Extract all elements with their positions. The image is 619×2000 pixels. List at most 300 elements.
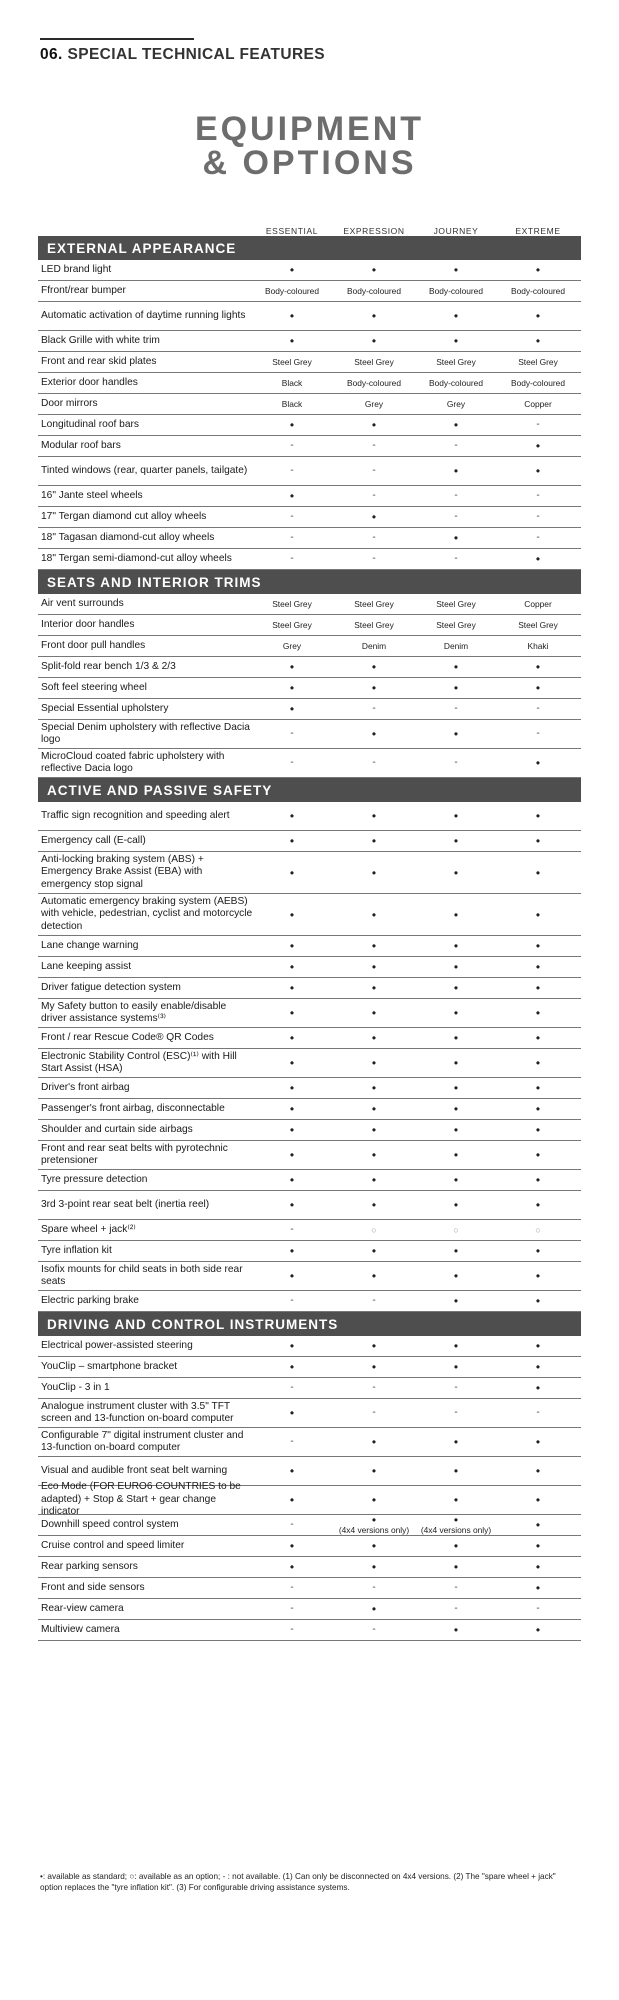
availability-cell bbox=[250, 394, 334, 414]
availability-cell bbox=[250, 1620, 334, 1640]
availability-cell bbox=[332, 1241, 416, 1261]
standard-dot-icon: • bbox=[371, 263, 377, 277]
not-available-dash: - bbox=[372, 490, 376, 501]
feature-label: 18" Tagasan diamond-cut alloy wheels bbox=[41, 531, 215, 543]
standard-dot-icon: • bbox=[289, 1560, 295, 1574]
availability-cell bbox=[250, 852, 334, 893]
standard-dot-icon: • bbox=[289, 1360, 295, 1374]
cell-text: Grey bbox=[446, 399, 466, 409]
table-row bbox=[38, 1262, 581, 1291]
availability-cell bbox=[250, 373, 334, 393]
table-row bbox=[38, 749, 581, 778]
availability-cell bbox=[496, 1241, 580, 1261]
availability-cell bbox=[414, 1515, 498, 1535]
availability-cell bbox=[250, 1291, 334, 1311]
availability-cell bbox=[250, 749, 334, 777]
availability-cell bbox=[250, 699, 334, 719]
standard-dot-icon: • bbox=[535, 334, 541, 348]
standard-dot-icon: • bbox=[535, 981, 541, 995]
availability-cell bbox=[496, 1049, 580, 1077]
standard-dot-icon: • bbox=[453, 681, 459, 695]
cell-text: (4x4 versions only) bbox=[420, 1525, 492, 1535]
not-available-dash: - bbox=[536, 728, 540, 739]
availability-cell bbox=[414, 1170, 498, 1190]
availability-cell bbox=[414, 1120, 498, 1140]
table-row bbox=[38, 457, 581, 486]
table-row bbox=[38, 1378, 581, 1399]
availability-cell bbox=[250, 260, 334, 280]
availability-cell bbox=[250, 1120, 334, 1140]
header-rule bbox=[40, 38, 194, 40]
chapter-number: 06. bbox=[40, 46, 63, 63]
equipment-table bbox=[38, 236, 581, 1641]
standard-dot-icon: • bbox=[535, 1518, 541, 1532]
availability-cell bbox=[414, 1428, 498, 1456]
standard-dot-icon: • bbox=[289, 1406, 295, 1420]
feature-label: Electrical power-assisted steering bbox=[41, 1339, 193, 1351]
standard-dot-icon: • bbox=[289, 1173, 295, 1187]
availability-cell bbox=[250, 1078, 334, 1098]
availability-cell bbox=[414, 1241, 498, 1261]
standard-dot-icon: • bbox=[535, 1244, 541, 1258]
table-row bbox=[38, 1291, 581, 1312]
availability-cell bbox=[250, 957, 334, 977]
availability-cell bbox=[496, 281, 580, 301]
standard-dot-icon: • bbox=[535, 1198, 541, 1212]
availability-cell bbox=[332, 852, 416, 893]
cell-text: Body-coloured bbox=[428, 378, 483, 388]
standard-dot-icon: • bbox=[371, 1435, 377, 1449]
availability-cell bbox=[414, 657, 498, 677]
cell-text: Copper bbox=[524, 599, 552, 609]
feature-label: Special Denim upholstery with reflective Dacia logo bbox=[41, 721, 250, 745]
standard-dot-icon: • bbox=[453, 1464, 459, 1478]
availability-cell bbox=[414, 528, 498, 548]
availability-cell bbox=[496, 957, 580, 977]
standard-dot-icon: • bbox=[289, 1464, 295, 1478]
table-row bbox=[38, 636, 581, 657]
standard-dot-icon: • bbox=[289, 1539, 295, 1553]
availability-cell bbox=[496, 1557, 580, 1577]
cell-text: Steel Grey bbox=[436, 620, 476, 630]
option-circle-icon: ○ bbox=[535, 1225, 541, 1235]
cell-text: (4x4 versions only) bbox=[338, 1525, 410, 1535]
standard-dot-icon: • bbox=[535, 1623, 541, 1637]
standard-dot-icon: • bbox=[289, 981, 295, 995]
availability-cell bbox=[496, 1536, 580, 1556]
standard-dot-icon: • bbox=[535, 1269, 541, 1283]
table-row bbox=[38, 436, 581, 457]
availability-cell bbox=[414, 978, 498, 998]
cell-text: Steel Grey bbox=[272, 357, 312, 367]
not-available-dash: - bbox=[372, 532, 376, 543]
not-available-dash: - bbox=[454, 757, 458, 768]
availability-cell bbox=[414, 720, 498, 748]
not-available-dash: - bbox=[536, 490, 540, 501]
feature-label: Front and rear skid plates bbox=[41, 355, 157, 367]
feature-label: Air vent surrounds bbox=[41, 597, 124, 609]
standard-dot-icon: • bbox=[453, 1560, 459, 1574]
not-available-dash: - bbox=[290, 1603, 294, 1614]
availability-cell bbox=[496, 1291, 580, 1311]
standard-dot-icon: • bbox=[535, 939, 541, 953]
availability-cell bbox=[250, 1262, 334, 1290]
standard-dot-icon: • bbox=[371, 865, 377, 880]
availability-cell bbox=[250, 1336, 334, 1356]
standard-dot-icon: • bbox=[453, 1173, 459, 1187]
table-row bbox=[38, 678, 581, 699]
table-row bbox=[38, 331, 581, 352]
availability-cell bbox=[250, 507, 334, 527]
availability-cell bbox=[250, 1028, 334, 1048]
footnote: •: available as standard; ○: available as an option; - : not available. (1) Can only be disconnected on 4x4 versions. (2) The "spare wheel + jack" option replaces the "tyre inflation kit". (3) For configurable driving assistance systems. bbox=[40, 1872, 556, 1892]
availability-cell bbox=[332, 486, 416, 506]
availability-cell bbox=[414, 1028, 498, 1048]
table-row bbox=[38, 373, 581, 394]
standard-dot-icon: • bbox=[453, 1623, 459, 1637]
availability-cell bbox=[414, 1099, 498, 1119]
standard-dot-icon: • bbox=[289, 1269, 295, 1283]
availability-cell bbox=[332, 1620, 416, 1640]
feature-label: Interior door handles bbox=[41, 618, 135, 630]
standard-dot-icon: • bbox=[535, 865, 541, 880]
availability-cell bbox=[414, 852, 498, 893]
cell-text: Body-coloured bbox=[510, 286, 565, 296]
standard-dot-icon: • bbox=[535, 1435, 541, 1449]
standard-dot-icon: • bbox=[289, 1056, 295, 1070]
standard-dot-icon: • bbox=[371, 1081, 377, 1095]
availability-cell bbox=[414, 549, 498, 569]
table-row bbox=[38, 720, 581, 749]
availability-cell bbox=[496, 394, 580, 414]
cell-text: Body-coloured bbox=[428, 286, 483, 296]
standard-dot-icon: • bbox=[453, 809, 459, 823]
table-row bbox=[38, 415, 581, 436]
standard-dot-icon: • bbox=[535, 1056, 541, 1070]
feature-label: Spare wheel + jack⁽²⁾ bbox=[41, 1223, 136, 1235]
availability-cell bbox=[250, 720, 334, 748]
feature-label: Rear-view camera bbox=[41, 1602, 124, 1614]
availability-cell bbox=[332, 1486, 416, 1514]
standard-dot-icon: • bbox=[535, 1031, 541, 1045]
availability-cell bbox=[332, 1536, 416, 1556]
availability-cell bbox=[332, 1170, 416, 1190]
availability-cell bbox=[332, 1357, 416, 1377]
standard-dot-icon: • bbox=[371, 834, 377, 848]
standard-dot-icon: • bbox=[535, 464, 541, 478]
availability-cell bbox=[250, 1220, 334, 1240]
cell-text: Khaki bbox=[527, 641, 549, 651]
availability-cell bbox=[250, 1486, 334, 1514]
availability-cell bbox=[496, 657, 580, 677]
feature-label: YouClip – smartphone bracket bbox=[41, 1360, 178, 1372]
cell-text: Body-coloured bbox=[346, 286, 401, 296]
standard-dot-icon: • bbox=[535, 1339, 541, 1353]
availability-cell bbox=[250, 1399, 334, 1427]
availability-cell bbox=[496, 749, 580, 777]
standard-dot-icon: • bbox=[453, 418, 459, 432]
cell-text: Steel Grey bbox=[272, 599, 312, 609]
availability-cell bbox=[332, 549, 416, 569]
availability-cell bbox=[332, 636, 416, 656]
feature-label: Electronic Stability Control (ESC)⁽¹⁾ with Hill Start Assist (HSA) bbox=[41, 1050, 237, 1074]
availability-cell bbox=[496, 1357, 580, 1377]
feature-label: YouClip - 3 in 1 bbox=[41, 1381, 110, 1393]
availability-cell bbox=[332, 749, 416, 777]
standard-dot-icon: • bbox=[535, 1581, 541, 1595]
not-available-dash: - bbox=[290, 1295, 294, 1306]
cell-text: Steel Grey bbox=[436, 599, 476, 609]
standard-dot-icon: • bbox=[289, 834, 295, 848]
availability-cell bbox=[414, 1262, 498, 1290]
availability-cell bbox=[250, 1049, 334, 1077]
standard-dot-icon: • bbox=[453, 1102, 459, 1116]
standard-dot-icon: • bbox=[371, 1360, 377, 1374]
availability-cell bbox=[414, 281, 498, 301]
feature-label: Passenger's front airbag, disconnectable bbox=[41, 1102, 225, 1114]
cell-text: Steel Grey bbox=[518, 357, 558, 367]
table-row bbox=[38, 1515, 581, 1536]
standard-dot-icon: • bbox=[453, 981, 459, 995]
column-header-essential: ESSENTIAL bbox=[265, 226, 319, 236]
section-header: DRIVING AND CONTROL INSTRUMENTS bbox=[38, 1312, 581, 1336]
table-row bbox=[38, 1049, 581, 1078]
feature-label: Traffic sign recognition and speeding alert bbox=[41, 809, 230, 821]
standard-dot-icon: • bbox=[453, 939, 459, 953]
availability-cell bbox=[332, 352, 416, 372]
standard-dot-icon: • bbox=[453, 263, 459, 277]
table-row bbox=[38, 1428, 581, 1457]
cell-text: • bbox=[371, 1513, 377, 1527]
standard-dot-icon: • bbox=[453, 1081, 459, 1095]
standard-dot-icon: • bbox=[453, 1294, 459, 1308]
standard-dot-icon: • bbox=[453, 464, 459, 478]
availability-cell bbox=[332, 1049, 416, 1077]
not-available-dash: - bbox=[290, 532, 294, 543]
not-available-dash: - bbox=[290, 440, 294, 451]
availability-cell bbox=[496, 1515, 580, 1535]
availability-cell bbox=[250, 1515, 334, 1535]
feature-label: Cruise control and speed limiter bbox=[41, 1539, 185, 1551]
availability-cell bbox=[496, 1578, 580, 1598]
table-row bbox=[38, 507, 581, 528]
standard-dot-icon: • bbox=[535, 1560, 541, 1574]
standard-dot-icon: • bbox=[453, 1031, 459, 1045]
availability-cell bbox=[250, 1170, 334, 1190]
availability-cell bbox=[414, 436, 498, 456]
availability-cell bbox=[332, 1191, 416, 1219]
availability-cell bbox=[414, 1220, 498, 1240]
standard-dot-icon: • bbox=[453, 1360, 459, 1374]
feature-label: Emergency call (E-call) bbox=[41, 834, 146, 846]
table-row bbox=[38, 594, 581, 615]
availability-cell bbox=[414, 1536, 498, 1556]
availability-cell bbox=[496, 549, 580, 569]
feature-label: Tyre inflation kit bbox=[41, 1244, 112, 1256]
not-available-dash: - bbox=[372, 553, 376, 564]
availability-cell bbox=[414, 1557, 498, 1577]
availability-cell bbox=[250, 436, 334, 456]
table-row bbox=[38, 657, 581, 678]
availability-cell bbox=[250, 1428, 334, 1456]
availability-cell bbox=[414, 352, 498, 372]
table-row bbox=[38, 1557, 581, 1578]
availability-cell bbox=[496, 302, 580, 330]
availability-cell bbox=[414, 394, 498, 414]
availability-cell bbox=[250, 415, 334, 435]
availability-cell bbox=[496, 373, 580, 393]
availability-cell bbox=[496, 1191, 580, 1219]
not-available-dash: - bbox=[454, 490, 458, 501]
feature-label: Modular roof bars bbox=[41, 439, 121, 451]
availability-cell bbox=[332, 957, 416, 977]
availability-cell bbox=[496, 636, 580, 656]
standard-dot-icon: • bbox=[535, 809, 541, 823]
availability-cell bbox=[250, 615, 334, 635]
standard-dot-icon: • bbox=[453, 960, 459, 974]
availability-cell bbox=[414, 894, 498, 935]
standard-dot-icon: • bbox=[453, 865, 459, 880]
availability-cell bbox=[496, 894, 580, 935]
standard-dot-icon: • bbox=[453, 1006, 459, 1020]
availability-cell bbox=[332, 1028, 416, 1048]
standard-dot-icon: • bbox=[535, 834, 541, 848]
availability-cell bbox=[414, 1078, 498, 1098]
table-row bbox=[38, 699, 581, 720]
availability-cell bbox=[496, 507, 580, 527]
feature-label: Door mirrors bbox=[41, 397, 98, 409]
availability-cell bbox=[332, 281, 416, 301]
standard-dot-icon: • bbox=[453, 1123, 459, 1137]
feature-label: Lane change warning bbox=[41, 939, 139, 951]
availability-cell bbox=[332, 1457, 416, 1485]
not-available-dash: - bbox=[290, 1519, 294, 1530]
feature-label: Black Grille with white trim bbox=[41, 334, 160, 346]
not-available-dash: - bbox=[536, 419, 540, 430]
table-row bbox=[38, 1399, 581, 1428]
standard-dot-icon: • bbox=[289, 263, 295, 277]
standard-dot-icon: • bbox=[453, 531, 459, 545]
feature-label: Isofix mounts for child seats in both side rear seats bbox=[41, 1263, 243, 1287]
availability-cell bbox=[250, 657, 334, 677]
not-available-dash: - bbox=[536, 511, 540, 522]
page-title-line1: EQUIPMENT bbox=[194, 110, 425, 148]
standard-dot-icon: • bbox=[535, 660, 541, 674]
availability-cell bbox=[496, 1078, 580, 1098]
standard-dot-icon: • bbox=[371, 981, 377, 995]
availability-cell bbox=[250, 1241, 334, 1261]
not-available-dash: - bbox=[290, 1582, 294, 1593]
table-row bbox=[38, 615, 581, 636]
availability-cell bbox=[250, 594, 334, 614]
table-row bbox=[38, 1481, 581, 1518]
standard-dot-icon: • bbox=[371, 660, 377, 674]
availability-cell bbox=[250, 978, 334, 998]
availability-cell bbox=[250, 894, 334, 935]
not-available-dash: - bbox=[454, 1603, 458, 1614]
standard-dot-icon: • bbox=[371, 418, 377, 432]
cell-text: Grey bbox=[282, 641, 302, 651]
availability-cell bbox=[496, 436, 580, 456]
standard-dot-icon: • bbox=[535, 1006, 541, 1020]
cell-text: Steel Grey bbox=[354, 620, 394, 630]
standard-dot-icon: • bbox=[371, 1602, 377, 1616]
standard-dot-icon: • bbox=[289, 334, 295, 348]
standard-dot-icon: • bbox=[453, 1539, 459, 1553]
standard-dot-icon: • bbox=[535, 1381, 541, 1395]
table-row bbox=[38, 528, 581, 549]
availability-cell bbox=[496, 1457, 580, 1485]
table-row bbox=[38, 1599, 581, 1620]
availability-cell bbox=[496, 1486, 580, 1514]
standard-dot-icon: • bbox=[371, 809, 377, 823]
standard-dot-icon: • bbox=[289, 681, 295, 695]
not-available-dash: - bbox=[536, 1407, 540, 1418]
feature-label: Eco Mode (FOR EURO6 COUNTRIES to be adapted) + Stop & Start + gear change indicator bbox=[41, 1481, 241, 1518]
availability-cell bbox=[496, 457, 580, 485]
availability-cell bbox=[496, 999, 580, 1027]
table-row bbox=[38, 302, 581, 331]
standard-dot-icon: • bbox=[453, 834, 459, 848]
table-row bbox=[38, 978, 581, 999]
availability-cell bbox=[332, 436, 416, 456]
not-available-dash: - bbox=[536, 703, 540, 714]
availability-cell bbox=[414, 1620, 498, 1640]
standard-dot-icon: • bbox=[371, 939, 377, 953]
availability-cell bbox=[496, 802, 580, 830]
feature-label: Downhill speed control system bbox=[41, 1518, 179, 1530]
availability-cell bbox=[414, 1291, 498, 1311]
table-row bbox=[38, 1578, 581, 1599]
table-row bbox=[38, 1620, 581, 1641]
standard-dot-icon: • bbox=[371, 727, 377, 741]
availability-cell bbox=[332, 1578, 416, 1598]
availability-cell bbox=[332, 1099, 416, 1119]
availability-cell bbox=[496, 978, 580, 998]
standard-dot-icon: • bbox=[535, 681, 541, 695]
feature-label: Split-fold rear bench 1/3 & 2/3 bbox=[41, 660, 176, 672]
feature-label: Front and side sensors bbox=[41, 1581, 145, 1593]
standard-dot-icon: • bbox=[371, 1244, 377, 1258]
feature-label: LED brand light bbox=[41, 263, 112, 275]
availability-cell bbox=[332, 1336, 416, 1356]
availability-cell bbox=[250, 486, 334, 506]
availability-cell bbox=[414, 999, 498, 1027]
table-row bbox=[38, 999, 581, 1028]
standard-dot-icon: • bbox=[371, 510, 377, 524]
standard-dot-icon: • bbox=[535, 1360, 541, 1374]
feature-label: MicroCloud coated fabric upholstery with reflective Dacia logo bbox=[41, 750, 225, 774]
standard-dot-icon: • bbox=[371, 1006, 377, 1020]
availability-cell bbox=[496, 1428, 580, 1456]
cell-text: Copper bbox=[524, 399, 552, 409]
availability-cell bbox=[332, 1378, 416, 1398]
standard-dot-icon: • bbox=[289, 1102, 295, 1116]
availability-cell bbox=[414, 1049, 498, 1077]
standard-dot-icon: • bbox=[371, 1102, 377, 1116]
feature-label: Automatic activation of daytime running lights bbox=[41, 309, 246, 321]
availability-cell bbox=[250, 331, 334, 351]
standard-dot-icon: • bbox=[289, 1123, 295, 1137]
standard-dot-icon: • bbox=[535, 960, 541, 974]
availability-cell bbox=[332, 1515, 416, 1535]
table-row bbox=[38, 957, 581, 978]
standard-dot-icon: • bbox=[289, 1493, 295, 1507]
availability-cell bbox=[250, 936, 334, 956]
availability-cell bbox=[414, 1336, 498, 1356]
availability-cell bbox=[414, 615, 498, 635]
availability-cell bbox=[250, 1357, 334, 1377]
